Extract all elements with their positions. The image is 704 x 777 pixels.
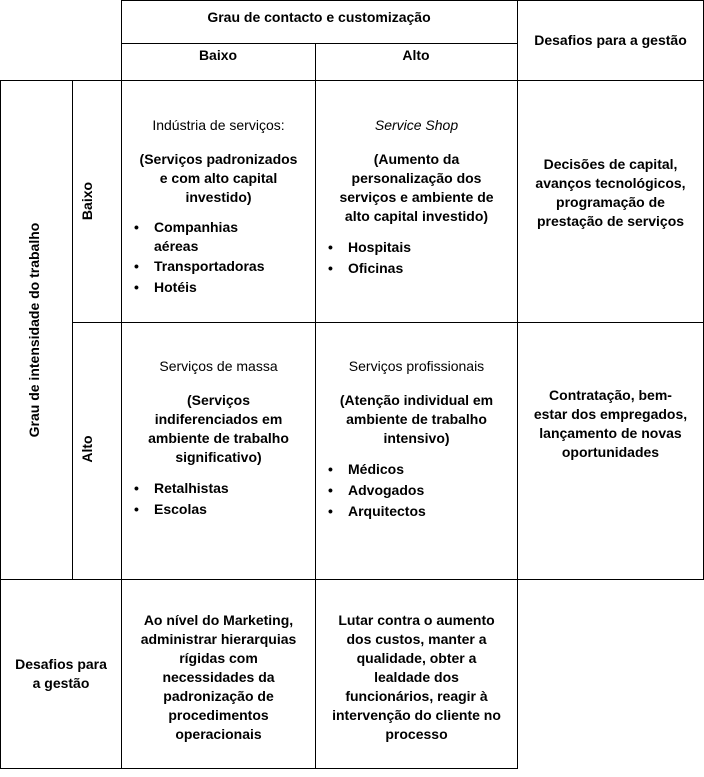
cell-description-line: significativo) [175,449,262,465]
row-high-label: Alto [79,435,95,463]
text-line: padronização de [163,688,274,704]
col-challenges-label [1,580,121,768]
text-line: Desafios para [15,656,107,672]
list-item: • Escolas [122,499,315,520]
border-axis-split [72,80,73,580]
list-item: • Médicos [316,459,517,480]
text-line: Ao nível do Marketing, [143,612,294,628]
example-list [122,218,315,298]
cell-description-line: alto capital investido) [344,208,489,224]
text-line: processo [385,726,448,742]
cell-service-shop [316,116,517,279]
list-item: • Advogados [316,480,517,501]
list-item: • Companhias aéreas [122,218,315,256]
cell-description-line: (Serviços padronizados [139,151,298,167]
text-line: a gestão [32,675,90,691]
labor-intensity-axis-title: Grau de intensidade do trabalho [26,222,42,438]
cell-description-line: (Serviços [186,392,251,408]
cell-description-line: serviços e ambiente de [339,189,494,205]
text-line: avanços tecnológicos, [535,175,686,191]
cell-service-industry [122,116,315,298]
cell-description-line: e com alto capital [159,170,278,186]
list-item: • Retalhistas [122,478,315,499]
cell-title: Service Shop [374,117,459,133]
cell-description-line: intensivo) [383,430,450,446]
example-list [316,237,517,279]
cell-description-line: indiferenciados em [154,411,283,427]
contact-header: Grau de contacto e customização [207,9,431,25]
list-item: • Arquitectos [316,501,517,522]
cell-title: Indústria de serviços: [152,117,285,133]
border-header-bottom [0,80,704,81]
cell-description-line: personalização dos [351,170,482,186]
border-col3 [517,0,518,769]
list-item: • Transportadoras [122,256,315,277]
text-line: lealdade dos [374,669,459,685]
cell-title: Serviços profissionais [348,358,485,374]
border-row-split [72,322,704,323]
text-line: Lutar contra o aumento [338,612,495,628]
text-line: oportunidades [561,444,660,460]
col-low-header: Baixo [198,47,238,63]
text-line: funcionários, reagir à [345,688,488,704]
cell-description-line: (Aumento da [373,151,460,167]
row-low-label: Baixo [79,181,95,221]
cell-professional-services [316,357,517,522]
border-bottom [0,768,517,769]
cell-description-line: investido) [185,189,252,205]
col-high-header: Alto [402,47,430,63]
text-line: estar dos empregados, [533,406,688,422]
cell-description-line: (Atenção individual em [339,392,494,408]
row-high-challenges [518,386,703,462]
cell-title: Serviços de massa [159,358,278,374]
list-item: • Hotéis [122,277,315,298]
example-list [316,459,517,522]
cell-description-line: ambiente de trabalho [346,411,487,427]
example-list [122,478,315,520]
list-item: • Hospitais [316,237,517,258]
text-line: rígidas com [179,650,258,666]
border-header-split [121,43,517,44]
col-high-challenges [316,611,517,744]
text-line: prestação de serviços [536,213,685,229]
text-line: necessidades da [162,669,275,685]
text-line: procedimentos [168,707,269,723]
cell-mass-services [122,357,315,520]
text-line: dos custos, manter a [346,631,487,647]
text-line: Decisões de capital, [543,156,678,172]
list-item: • Oficinas [316,258,517,279]
text-line: Contratação, bem- [549,387,672,403]
text-line: administrar hierarquias [140,631,297,647]
challenges-header: Desafios para a gestão [534,32,687,48]
text-line: programação de [556,194,665,210]
text-line: operacionais [175,726,262,742]
text-line: qualidade, obter a [356,650,477,666]
col-low-challenges [122,611,315,744]
row-low-challenges [518,155,703,231]
text-line: lançamento de novas [539,425,682,441]
text-line: intervenção do cliente no [332,707,501,723]
cell-description-line: ambiente de trabalho [148,430,289,446]
